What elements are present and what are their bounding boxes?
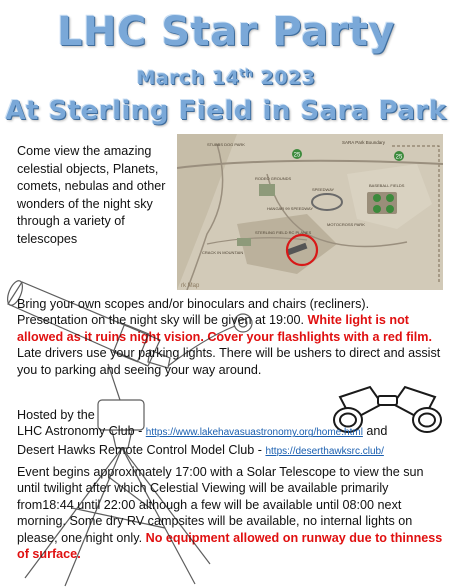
map-label: BASEBALL FIELDS <box>369 183 405 188</box>
map-label: MOTOCROSS PARK <box>327 222 365 227</box>
event-title: LHC Star Party <box>57 9 395 55</box>
desert-hawks-link[interactable]: https://deserthawksrc.club/ <box>265 445 384 457</box>
map-label: rk Map <box>181 283 200 289</box>
instructions-paragraph <box>17 296 443 378</box>
astronomy-club-link[interactable]: https://www.lakehavasuastronomy.org/home.html <box>145 427 363 439</box>
map-label: CRACK IN MOUNTAIN <box>202 250 244 255</box>
map-label: STUBBS DOG PARK <box>207 142 245 147</box>
baseball-field <box>386 194 394 202</box>
instructions-text-tail: Late drivers use your parking lights. There will be ushers to direct and assist you to parking and seeing your way around. <box>17 346 441 377</box>
instructions-text: Bring your own scopes and/or binoculars and chairs (recliners). Presentation on the night sky will be given at 19:00. <box>17 297 370 328</box>
hosts-paragraph <box>17 407 443 460</box>
map-label: RODEO GROUNDS <box>255 176 292 181</box>
parking-marker <box>237 238 251 246</box>
venue-map <box>177 134 443 290</box>
map-label: SPEEDWAY <box>312 187 335 192</box>
map-label: STERLING FIELD RC PLANES <box>255 230 312 235</box>
host-club-2: Desert Hawks Remote Control Model Club - <box>17 442 266 457</box>
intro-text: Come view the amazing celestial objects, Planets, comets, nebulas and other wonders of the night sky through a variety of telescopes <box>17 144 166 246</box>
schedule-paragraph <box>17 464 443 562</box>
event-venue: At Sterling Field in Sara Park <box>5 96 447 126</box>
map-label: SARA Park Boundary <box>342 140 386 145</box>
highway-number: 25 <box>395 154 403 161</box>
event-date-year: 2023 <box>253 67 316 89</box>
white-light-warning: White light is not allowed as it ruins night vision. Cover your flashlights with a red film. <box>17 313 432 344</box>
runway-warning: No equipment allowed on runway due to thinness of surface. <box>17 530 443 562</box>
baseball-field <box>373 205 381 213</box>
event-date-suffix: th <box>239 66 254 80</box>
baseball-field <box>373 194 381 202</box>
highway-number: 25 <box>293 152 301 159</box>
event-date <box>0 67 452 89</box>
event-date-prefix: March 14 <box>136 67 240 89</box>
map-label: HANGAR 99 SPEEDWAY <box>267 206 314 211</box>
schedule-text: Event begins approximately 17:00 with a Solar Telescope to view the sun until twilight after which Celestial Viewing will be available primarily from18:44 until 22:00 although a few will be available until 08:00 next morning. Some dry RV campsites will be available, no internal lights on please, one night only. <box>17 465 424 545</box>
binocular-bridge <box>378 396 397 405</box>
rodeo-grounds-marker <box>259 184 275 196</box>
baseball-field <box>386 205 394 213</box>
hosted-by-label: Hosted by the <box>17 408 95 422</box>
host-club-1: LHC Astronomy Club - <box>17 424 146 439</box>
and-text: and <box>362 424 388 439</box>
